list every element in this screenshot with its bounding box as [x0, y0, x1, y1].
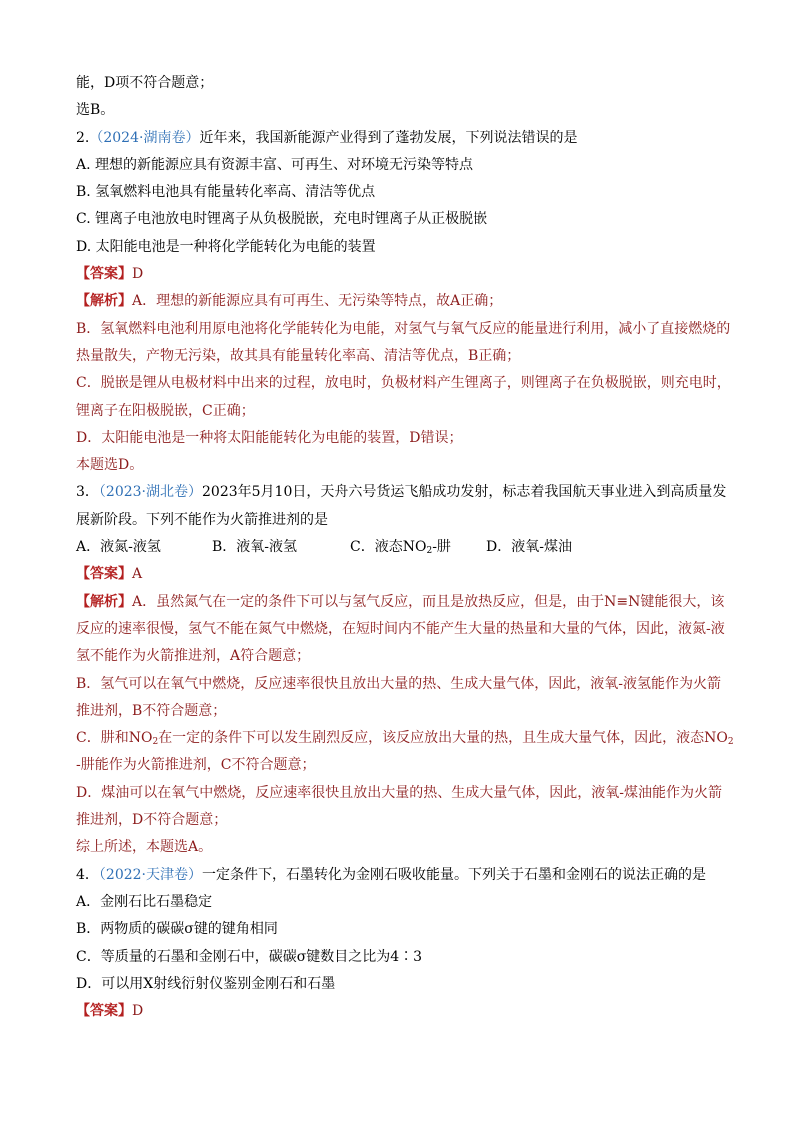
option-d: D．可以用X射线衍射仪鉴别金刚石和石墨: [76, 975, 336, 992]
option-a: A．金刚石比石墨稳定: [76, 893, 213, 910]
answer-value: A: [132, 566, 143, 583]
option-c: [350, 534, 486, 561]
answer-line: [76, 261, 736, 288]
explanation-line: 锂离子在阳极脱嵌，C正确；: [76, 402, 255, 419]
answer-value: D: [132, 1003, 144, 1020]
explanation-line: D．煤油可以在氧气中燃烧，反应速率很快且放出大量的热、生成大量气体，因此，液氧-煤油能作为火箭: [76, 784, 722, 801]
question-source: （2022·天津卷）: [98, 866, 203, 883]
explanation-line: 热量散失，产物无污染，故其具有能量转化率高、清洁等优点，B正确；: [76, 347, 521, 364]
explanation-line: C．脱嵌是锂从电极材料中出来的过程，放电时，负极材料产生锂离子，则锂离子在负极脱嵌，则充电时，: [76, 375, 731, 392]
question-4-stem: [76, 862, 736, 889]
explanation-label: 【解析】: [76, 293, 132, 310]
explanation-text: A．理想的新能源应具有可再生、无污染等特点，故A正确；: [132, 293, 503, 310]
option-d: D．液氧-煤油: [486, 539, 572, 556]
question-number: 2.: [76, 129, 90, 146]
explanation-line: B．氢氧燃料电池利用原电池将化学能转化为电能，对氢气与氧气反应的能量进行利用，减小了直接燃烧的: [76, 320, 731, 337]
text-line: 选B。: [76, 102, 115, 119]
question-text: 2023年5月10日，天舟六号货运飞船成功发射，标志着我国航天事业进入到高质量发: [202, 484, 727, 501]
option-d: D. 太阳能电池是一种将化学能转化为电能的装置: [76, 238, 376, 255]
explanation-line: [76, 589, 736, 616]
explanation-text: C．肼和NO: [76, 730, 153, 747]
options-row: [76, 534, 736, 561]
option-c: C．等质量的石墨和金刚石中，碳碳σ键数目之比为4∶3: [76, 948, 423, 965]
question-number: 4．: [76, 866, 99, 883]
question-2-stem: [76, 125, 736, 152]
option-c-post: -肼: [432, 539, 451, 556]
option-b: B. 氢氧燃料电池具有能量转化率高、清洁等优点: [76, 184, 376, 201]
explanation-text: A．虽然氮气在一定的条件下可以与氢气反应，而且是放热反应，但是，由于N≡N键能很大，该: [132, 593, 725, 610]
option-a: A．液氮-液氢: [76, 539, 161, 556]
explanation-line: -肼能作为火箭推进剂，C不符合题意；: [76, 757, 316, 774]
answer-label: 【答案】: [76, 566, 132, 583]
explanation-label: 【解析】: [76, 593, 132, 610]
answer-label: 【答案】: [76, 1003, 132, 1020]
document-page: [76, 70, 736, 1025]
explanation-line: 推进剂，B不符合题意；: [76, 702, 227, 719]
explanation-line: 氢不能作为火箭推进剂，A符合题意；: [76, 648, 311, 665]
option-b: B．两物质的碳碳σ键的键角相同: [76, 921, 278, 938]
explanation-line: [76, 725, 736, 752]
explanation-line: 反应的速率很慢，氢气不能在氮气中燃烧，在短时间内不能产生大量的热量和大量的气体，因此，液氮-液: [76, 620, 725, 637]
answer-line: [76, 998, 736, 1025]
question-text-cont: 展新阶段。下列不能作为火箭推进剂的是: [76, 511, 328, 528]
option-b: B．液氧-液氢: [212, 539, 298, 556]
answer-line: [76, 561, 736, 588]
question-text: 一定条件下，石墨转化为金刚石吸收能量。下列关于石墨和金刚石的说法正确的是: [202, 866, 707, 883]
explanation-line: B．氢气可以在氧气中燃烧，反应速率很快且放出大量的热、生成大量气体，因此，液氧-液氢能作为火箭: [76, 675, 722, 692]
explanation-line: D．太阳能电池是一种将太阳能能转化为电能的装置，D错误；: [76, 429, 463, 446]
explanation-line: [76, 288, 736, 315]
answer-value: D: [132, 266, 144, 283]
question-number: 3．: [76, 484, 99, 501]
subscript: 2: [152, 737, 159, 748]
explanation-line: 推进剂，D不符合题意；: [76, 812, 228, 829]
explanation-text: 在一定的条件下可以发生剧烈反应，该反应放出大量的热，且生成大量气体，因此，液态NO: [158, 730, 728, 747]
question-text: 近年来，我国新能源产业得到了蓬勃发展，下列说法错误的是: [199, 129, 578, 146]
question-source: （2023·湖北卷）: [98, 484, 203, 501]
option-a: A. 理想的新能源应具有资源丰富、可再生、对环境无污染等特点: [76, 156, 474, 173]
subscript: 2: [426, 546, 433, 557]
answer-label: 【答案】: [76, 266, 132, 283]
subscript: 2: [727, 737, 734, 748]
text-line: 能，D项不符合题意；: [76, 75, 214, 91]
question-source: （2024·湖南卷）: [89, 129, 200, 146]
conclusion-line: 综上所述，本题选A。: [76, 839, 213, 856]
question-3-stem: [76, 479, 736, 506]
option-c: C. 锂离子电池放电时锂离子从负极脱嵌，充电时锂离子从正极脱嵌: [76, 211, 488, 228]
conclusion-line: 本题选D。: [76, 457, 144, 474]
option-c-pre: C．液态NO: [350, 539, 427, 556]
